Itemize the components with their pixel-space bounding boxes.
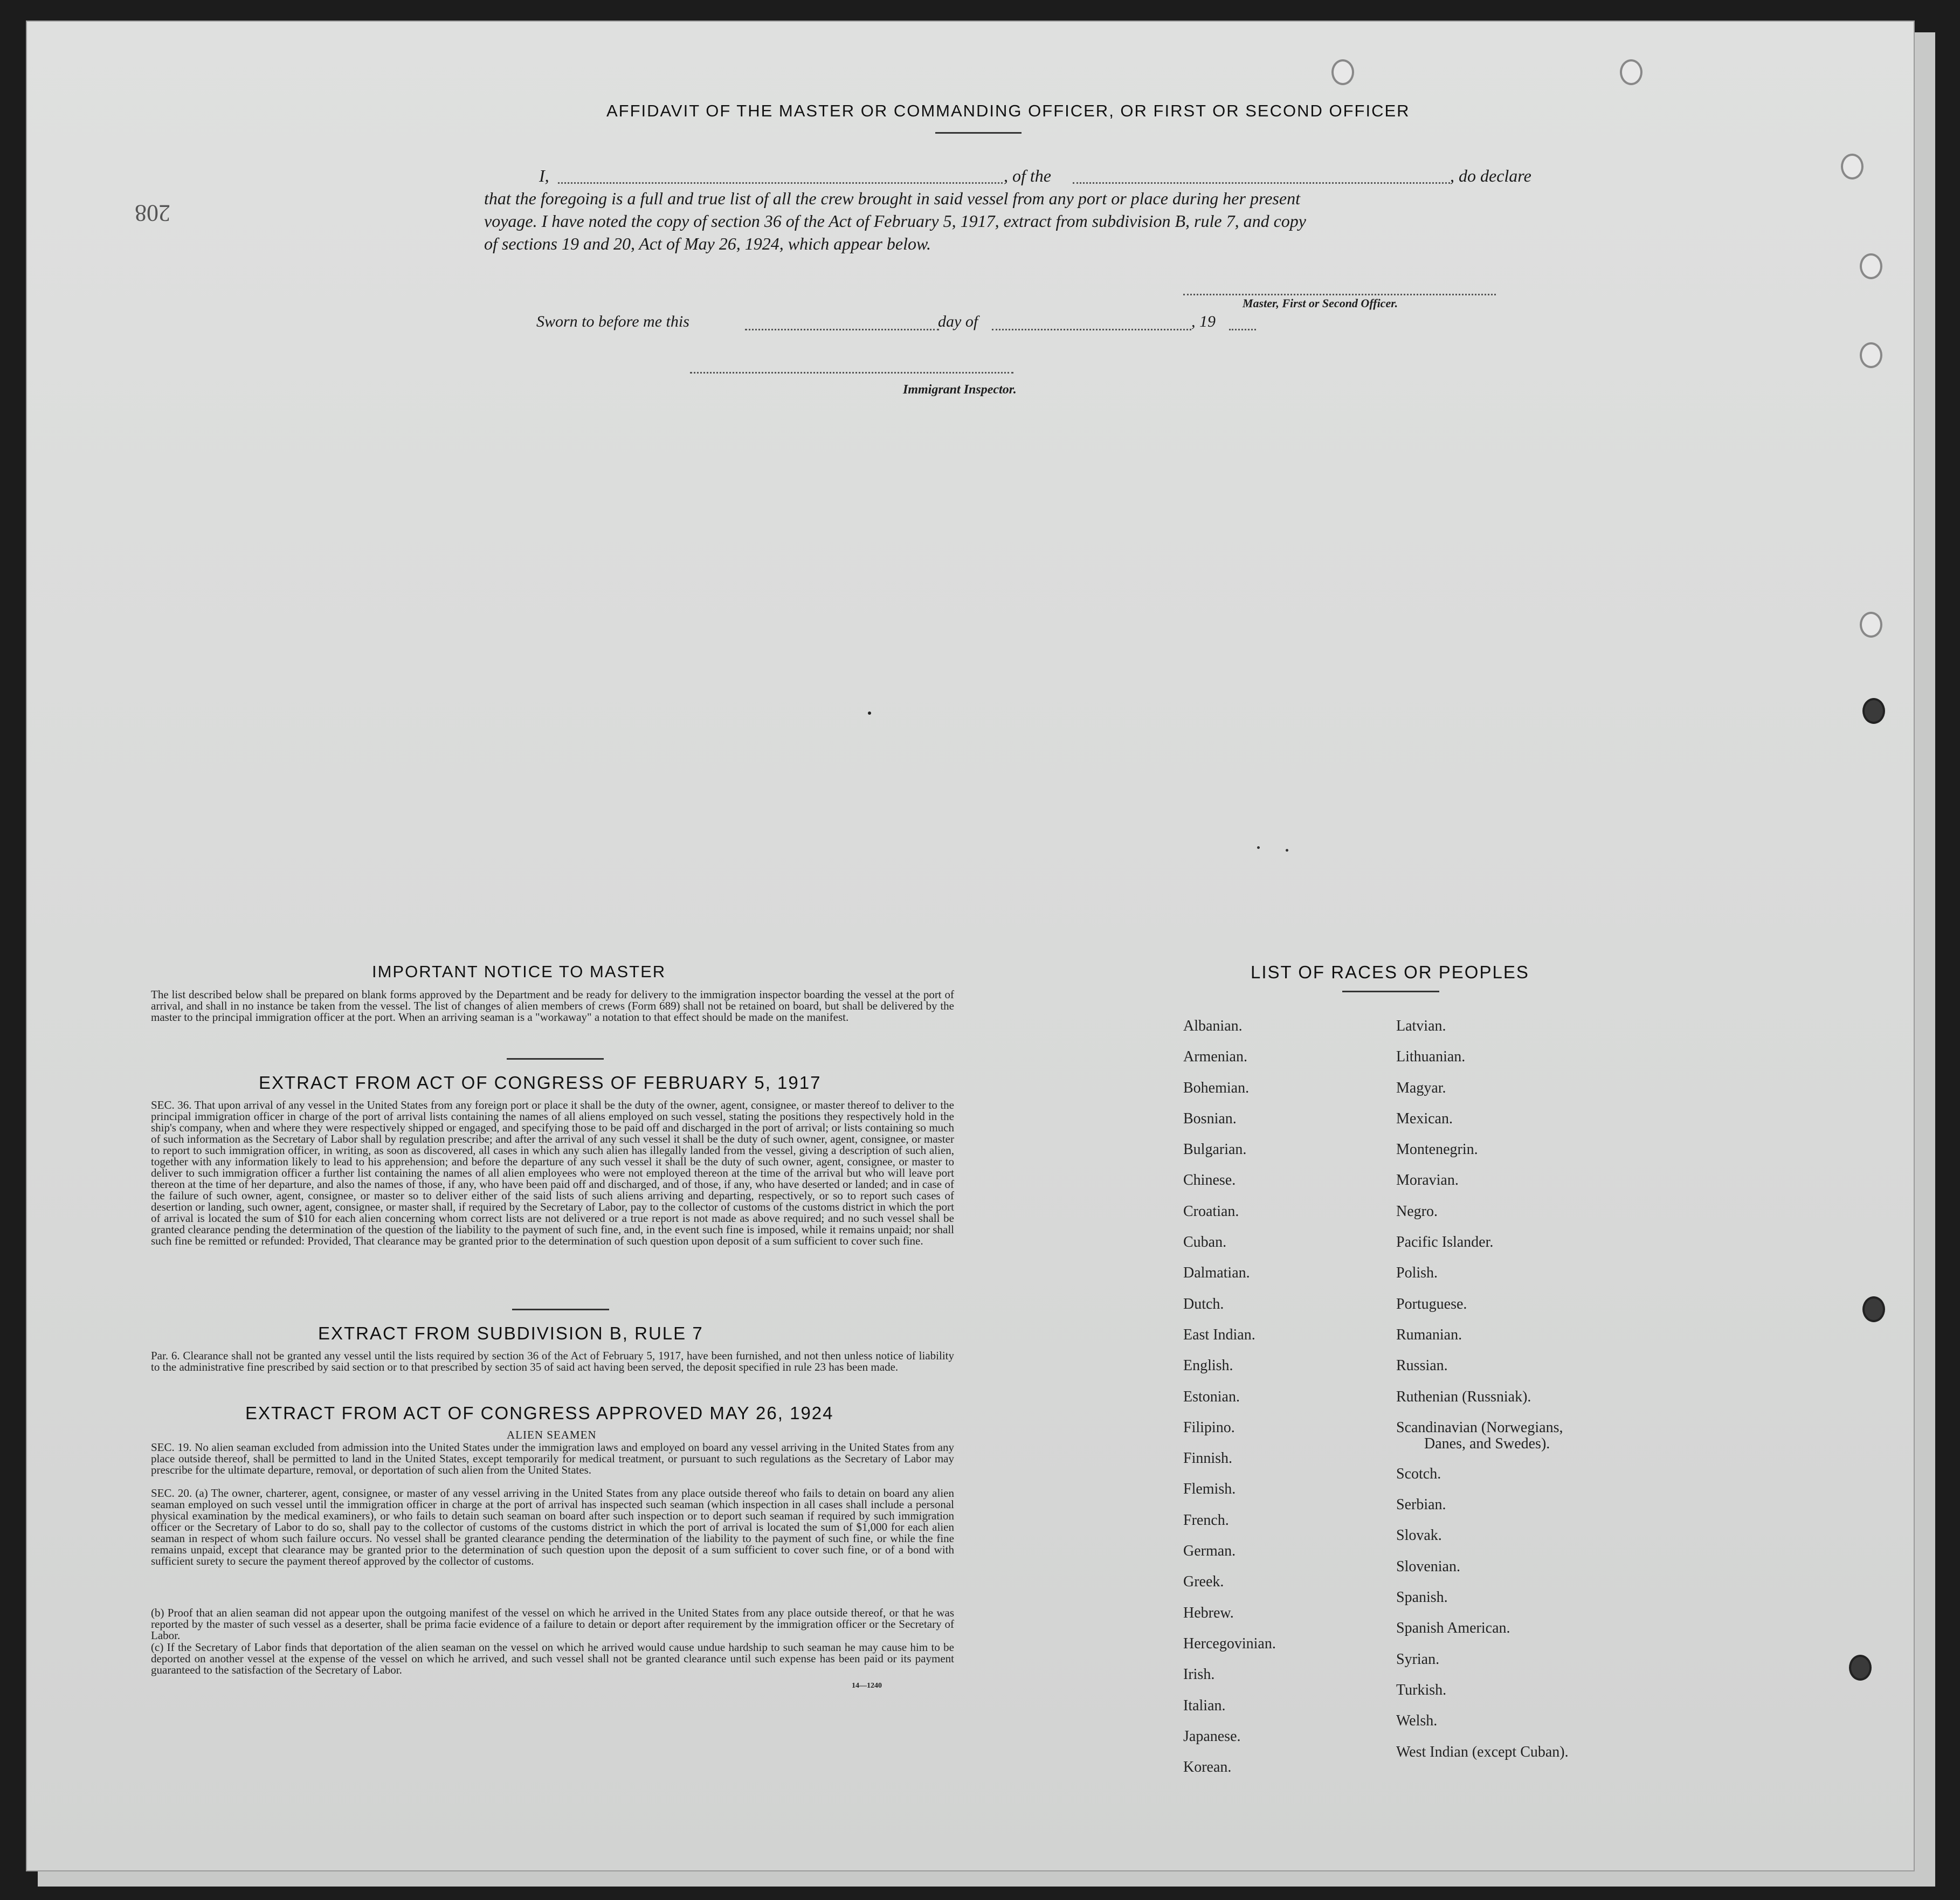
affidavit-line-4: of sections 19 and 20, Act of May 26, 1924, which appear below. bbox=[484, 234, 931, 253]
race-item: Albanian. bbox=[1183, 1018, 1243, 1034]
do-declare-label: , do declare bbox=[1450, 166, 1531, 185]
race-item: Dalmatian. bbox=[1183, 1265, 1250, 1282]
race-item: Moravian. bbox=[1396, 1172, 1459, 1189]
sworn-label: Sworn to before me this bbox=[536, 313, 689, 330]
form-number: 14—1240 bbox=[852, 1682, 882, 1690]
affidavit-line-2: that the foregoing is a full and true list of all the crew brought in said vessel from any port or place during her present bbox=[484, 189, 1300, 208]
races-left-column bbox=[1183, 1018, 1276, 1790]
race-item: Ruthenian (Russniak). bbox=[1396, 1388, 1531, 1405]
race-item: Welsh. bbox=[1396, 1712, 1438, 1730]
race-item: Croatian. bbox=[1183, 1203, 1239, 1220]
race-item: French. bbox=[1183, 1511, 1229, 1529]
title-rule bbox=[935, 132, 1022, 134]
of-the-label: , of the bbox=[1004, 166, 1051, 185]
race-item: Spanish American. bbox=[1396, 1620, 1510, 1637]
section-19: SEC. 19. No alien seaman excluded from admission into the United States under the immigration laws and employed on board any vessel arriving in the United States from any place outside thereof, shall be permitted to land in the United States, except temporarily for medical treatment, or pursuant to such regulations as the Secretary of Labor may prescribe for the ultimate departure, removal, or deportation of such alien from the United States. bbox=[151, 1441, 954, 1476]
race-item: Chinese. bbox=[1183, 1172, 1236, 1189]
race-item: Syrian. bbox=[1396, 1650, 1440, 1668]
section-20a: SEC. 20. (a) The owner, charterer, agent, consignee, or master of any vessel arriving in the United States from any place outside thereof who fails to detain on board any alien seaman employed on such vessel until the immigration officer in charge at the port of arrival has inspected such seaman (which inspection in all cases shall include a personal physical examination by the medical examiners), or who fails to detain such seaman on board after such inspection or to deport such seaman if required by such immigration officer or the Secretary of Labor to do so, shall pay to the collector of customs of the customs district in which the port of arrival is located the sum of $1,000 for each alien seaman in respect of whom such failure occurs. No vessel shall be granted clearance pending the determination of the liability to the payment of such fine, or while the fine remains unpaid, except that clearance may be granted prior to the determination of such question upon the deposit of a sum sufficient to cover such fine, or of a bond with sufficient surety to secure the payment thereof approved by the collector of customs. bbox=[151, 1487, 954, 1567]
race-item: Bohemian. bbox=[1183, 1079, 1250, 1096]
form-page bbox=[27, 22, 1914, 1870]
race-item: Rumanian. bbox=[1396, 1326, 1462, 1343]
race-item: Montenegrin. bbox=[1396, 1141, 1478, 1158]
speck bbox=[1286, 849, 1288, 852]
master-signature-blank[interactable] bbox=[1183, 294, 1496, 295]
speck bbox=[868, 711, 871, 715]
race-item: Cuban. bbox=[1183, 1234, 1227, 1251]
vessel-blank[interactable] bbox=[1073, 182, 1450, 184]
inspector-signature-blank[interactable] bbox=[690, 372, 1013, 374]
race-item: Flemish. bbox=[1183, 1481, 1236, 1498]
race-item: Serbian. bbox=[1396, 1496, 1446, 1514]
divider bbox=[512, 1309, 609, 1310]
declarant-label: I, bbox=[539, 166, 549, 185]
race-item: Magyar. bbox=[1396, 1079, 1446, 1096]
race-item: Russian. bbox=[1396, 1357, 1448, 1374]
punch-hole bbox=[1862, 698, 1885, 724]
race-item: English. bbox=[1183, 1357, 1233, 1374]
sworn-day-blank[interactable] bbox=[745, 329, 939, 330]
race-item: Greek. bbox=[1183, 1573, 1224, 1591]
race-item: Italian. bbox=[1183, 1697, 1226, 1714]
race-item: Slovenian. bbox=[1396, 1558, 1460, 1575]
race-item: Hebrew. bbox=[1183, 1604, 1234, 1621]
race-item: Mexican. bbox=[1396, 1110, 1453, 1127]
extract-1924-title: EXTRACT FROM ACT OF CONGRESS APPROVED MAY 26, 1924 bbox=[245, 1403, 834, 1423]
race-item: Slovak. bbox=[1396, 1527, 1442, 1544]
speck bbox=[1257, 846, 1260, 849]
margin-note: 208 bbox=[135, 200, 170, 226]
day-of-label: day of bbox=[938, 313, 978, 330]
punch-hole bbox=[1331, 59, 1354, 85]
race-item: Bosnian. bbox=[1183, 1110, 1237, 1127]
races-right-column bbox=[1396, 1018, 1569, 1774]
affidavit-line-3: voyage. I have noted the copy of section 36 of the Act of February 5, 1917, extract from subdivision B, rule 7, and copy bbox=[484, 211, 1306, 231]
extract-1917-title: EXTRACT FROM ACT OF CONGRESS OF FEBRUARY 5, 1917 bbox=[259, 1073, 822, 1093]
declarant-blank[interactable] bbox=[558, 182, 1003, 184]
subdivision-b-title: EXTRACT FROM SUBDIVISION B, RULE 7 bbox=[318, 1323, 703, 1343]
punch-hole bbox=[1860, 612, 1882, 638]
affidavit-title: AFFIDAVIT OF THE MASTER OR COMMANDING OFFICER, OR FIRST OR SECOND OFFICER bbox=[606, 101, 1410, 120]
race-item: Armenian. bbox=[1183, 1048, 1247, 1066]
divider bbox=[507, 1058, 604, 1060]
extract-1917-body: SEC. 36. That upon arrival of any vessel in the United States from any foreign port or place it shall be the duty of the owner, agent, consignee, or master thereof to deliver to the principal immigration officer in charge of the port of arrival lists containing the names of all aliens employed on such vessel, stating the positions they respectively hold in the ship's company, when and where they were respectively shipped or engaged, and specifying those to be paid off and discharged in the port of arrival; or lists containing so much of such information as the Secretary of Labor shall by regulation prescribe; and after the arrival of any such vessel it shall be the duty of such owner, agent, consignee, or master to report to such immigration officer, in writing, as soon as discovered, all cases in which any such alien has illegally landed from the vessel, giving a description of such alien, together with any information likely to lead to his apprehension; and before the departure of any such vessel it shall be the duty of such owner, agent, consignee, or master to deliver to such immigration officer a further list containing the names of all alien employees who were not employed thereon at the time of the arrival but who will leave port thereon at the time of her departure, and also the names of those, if any, who have been paid off and discharged, and of those, if any, who have deserted or landed; and in case of the failure of such owner, agent, consignee, or master so to deliver either of the said lists of such aliens arriving and departing, respectively, or so to report such cases of desertion or landing, such owner, agent, consignee, or master shall, if required by the Secretary of Labor, pay to the collector of customs of the customs district in which the port of arrival is located the sum of $10 for each alien concerning whom correct lists are not delivered or a true report is not made as above required; and no such vessel shall be granted clearance pending the determination of the question of the liability to the payment of such fine, and, in the event such fine is imposed, while it remains unpaid; nor shall such fine be remitted or refunded: Provided, That clearance may be granted prior to the determination of such question upon deposit of a sum sufficient to cover such fine. bbox=[151, 1098, 954, 1247]
race-item: Irish. bbox=[1183, 1666, 1215, 1683]
race-item: Estonian. bbox=[1183, 1388, 1240, 1405]
punch-hole bbox=[1860, 253, 1882, 279]
punch-hole bbox=[1860, 342, 1882, 368]
punch-hole bbox=[1620, 59, 1642, 85]
inspector-label: Immigrant Inspector. bbox=[903, 383, 1017, 397]
race-item: Latvian. bbox=[1396, 1018, 1446, 1034]
section-20c: (c) If the Secretary of Labor finds that deportation of the alien seaman on the vessel on which he arrived would cause undue hardship to such seaman he may cause him to be deported on another vessel at the expense of the vessel on which he arrived, and such vessel shall not be granted clearance until such expense has been paid or its payment guaranteed to the satisfaction of the Secretary of Labor. bbox=[151, 1641, 954, 1676]
race-item: Hercegovinian. bbox=[1183, 1635, 1276, 1652]
race-item: German. bbox=[1183, 1543, 1236, 1560]
race-item: Danes, and Swedes). bbox=[1424, 1435, 1550, 1452]
race-item: East Indian. bbox=[1183, 1326, 1255, 1343]
race-item: Filipino. bbox=[1183, 1419, 1235, 1436]
notice-body: The list described below shall be prepared on blank forms approved by the Department and be ready for delivery to the immigration inspector boarding the vessel at the port of arrival, and shall in no instance be taken from the vessel. The list of changes of alien members of crews (Form 689) shall not be retained on board, but shall be delivered by the master to the principal immigration officer at the port. When an arriving seaman is a "workaway" a notation to that effect should be made on the manifest. bbox=[151, 988, 954, 1024]
punch-hole bbox=[1849, 1655, 1872, 1681]
race-item: Negro. bbox=[1396, 1203, 1438, 1220]
alien-seamen-subtitle: ALIEN SEAMEN bbox=[507, 1428, 597, 1441]
sworn-year-blank[interactable] bbox=[1229, 329, 1256, 330]
race-item: Polish. bbox=[1396, 1265, 1438, 1282]
master-signature-label: Master, First or Second Officer. bbox=[1243, 296, 1398, 310]
races-title: LIST OF RACES OR PEOPLES bbox=[1251, 962, 1529, 982]
race-item: Lithuanian. bbox=[1396, 1048, 1466, 1066]
year-label: , 19 bbox=[1191, 313, 1216, 330]
punch-hole bbox=[1862, 1296, 1885, 1322]
notice-title: IMPORTANT NOTICE TO MASTER bbox=[372, 962, 666, 981]
race-item: Scotch. bbox=[1396, 1465, 1441, 1482]
race-item: Japanese. bbox=[1183, 1728, 1241, 1745]
section-20b: (b) Proof that an alien seaman did not appear upon the outgoing manifest of the vessel on which he arrived in the United States from any place outside thereof, or that he was reported by the master of such vessel as a deserter, shall be prima facie evidence of a failure to detain or deport after requirement by the immigration officer or the Secretary of Labor. bbox=[151, 1606, 954, 1642]
race-item: Dutch. bbox=[1183, 1295, 1224, 1312]
race-item: Finnish. bbox=[1183, 1450, 1233, 1467]
subdivision-b-body: Par. 6. Clearance shall not be granted any vessel until the lists required by section 36 of the Act of February 5, 1917, have been furnished, and not then unless notice of liability to the administrative fine prescribed by said section or to that prescribed by section 35 of said act having been served, the deposit specified in rule 23 has been made. bbox=[151, 1349, 954, 1373]
race-item: Spanish. bbox=[1396, 1589, 1448, 1606]
race-item: West Indian (except Cuban). bbox=[1396, 1743, 1569, 1760]
divider bbox=[1342, 991, 1439, 992]
race-item: Turkish. bbox=[1396, 1681, 1447, 1698]
race-item: Pacific Islander. bbox=[1396, 1234, 1494, 1251]
race-item: Scandinavian (Norwegians, bbox=[1396, 1419, 1563, 1436]
race-item: Portuguese. bbox=[1396, 1295, 1467, 1312]
punch-hole bbox=[1841, 154, 1864, 179]
race-item: Bulgarian. bbox=[1183, 1141, 1247, 1158]
sworn-month-blank[interactable] bbox=[992, 329, 1191, 330]
race-item: Korean. bbox=[1183, 1759, 1232, 1776]
